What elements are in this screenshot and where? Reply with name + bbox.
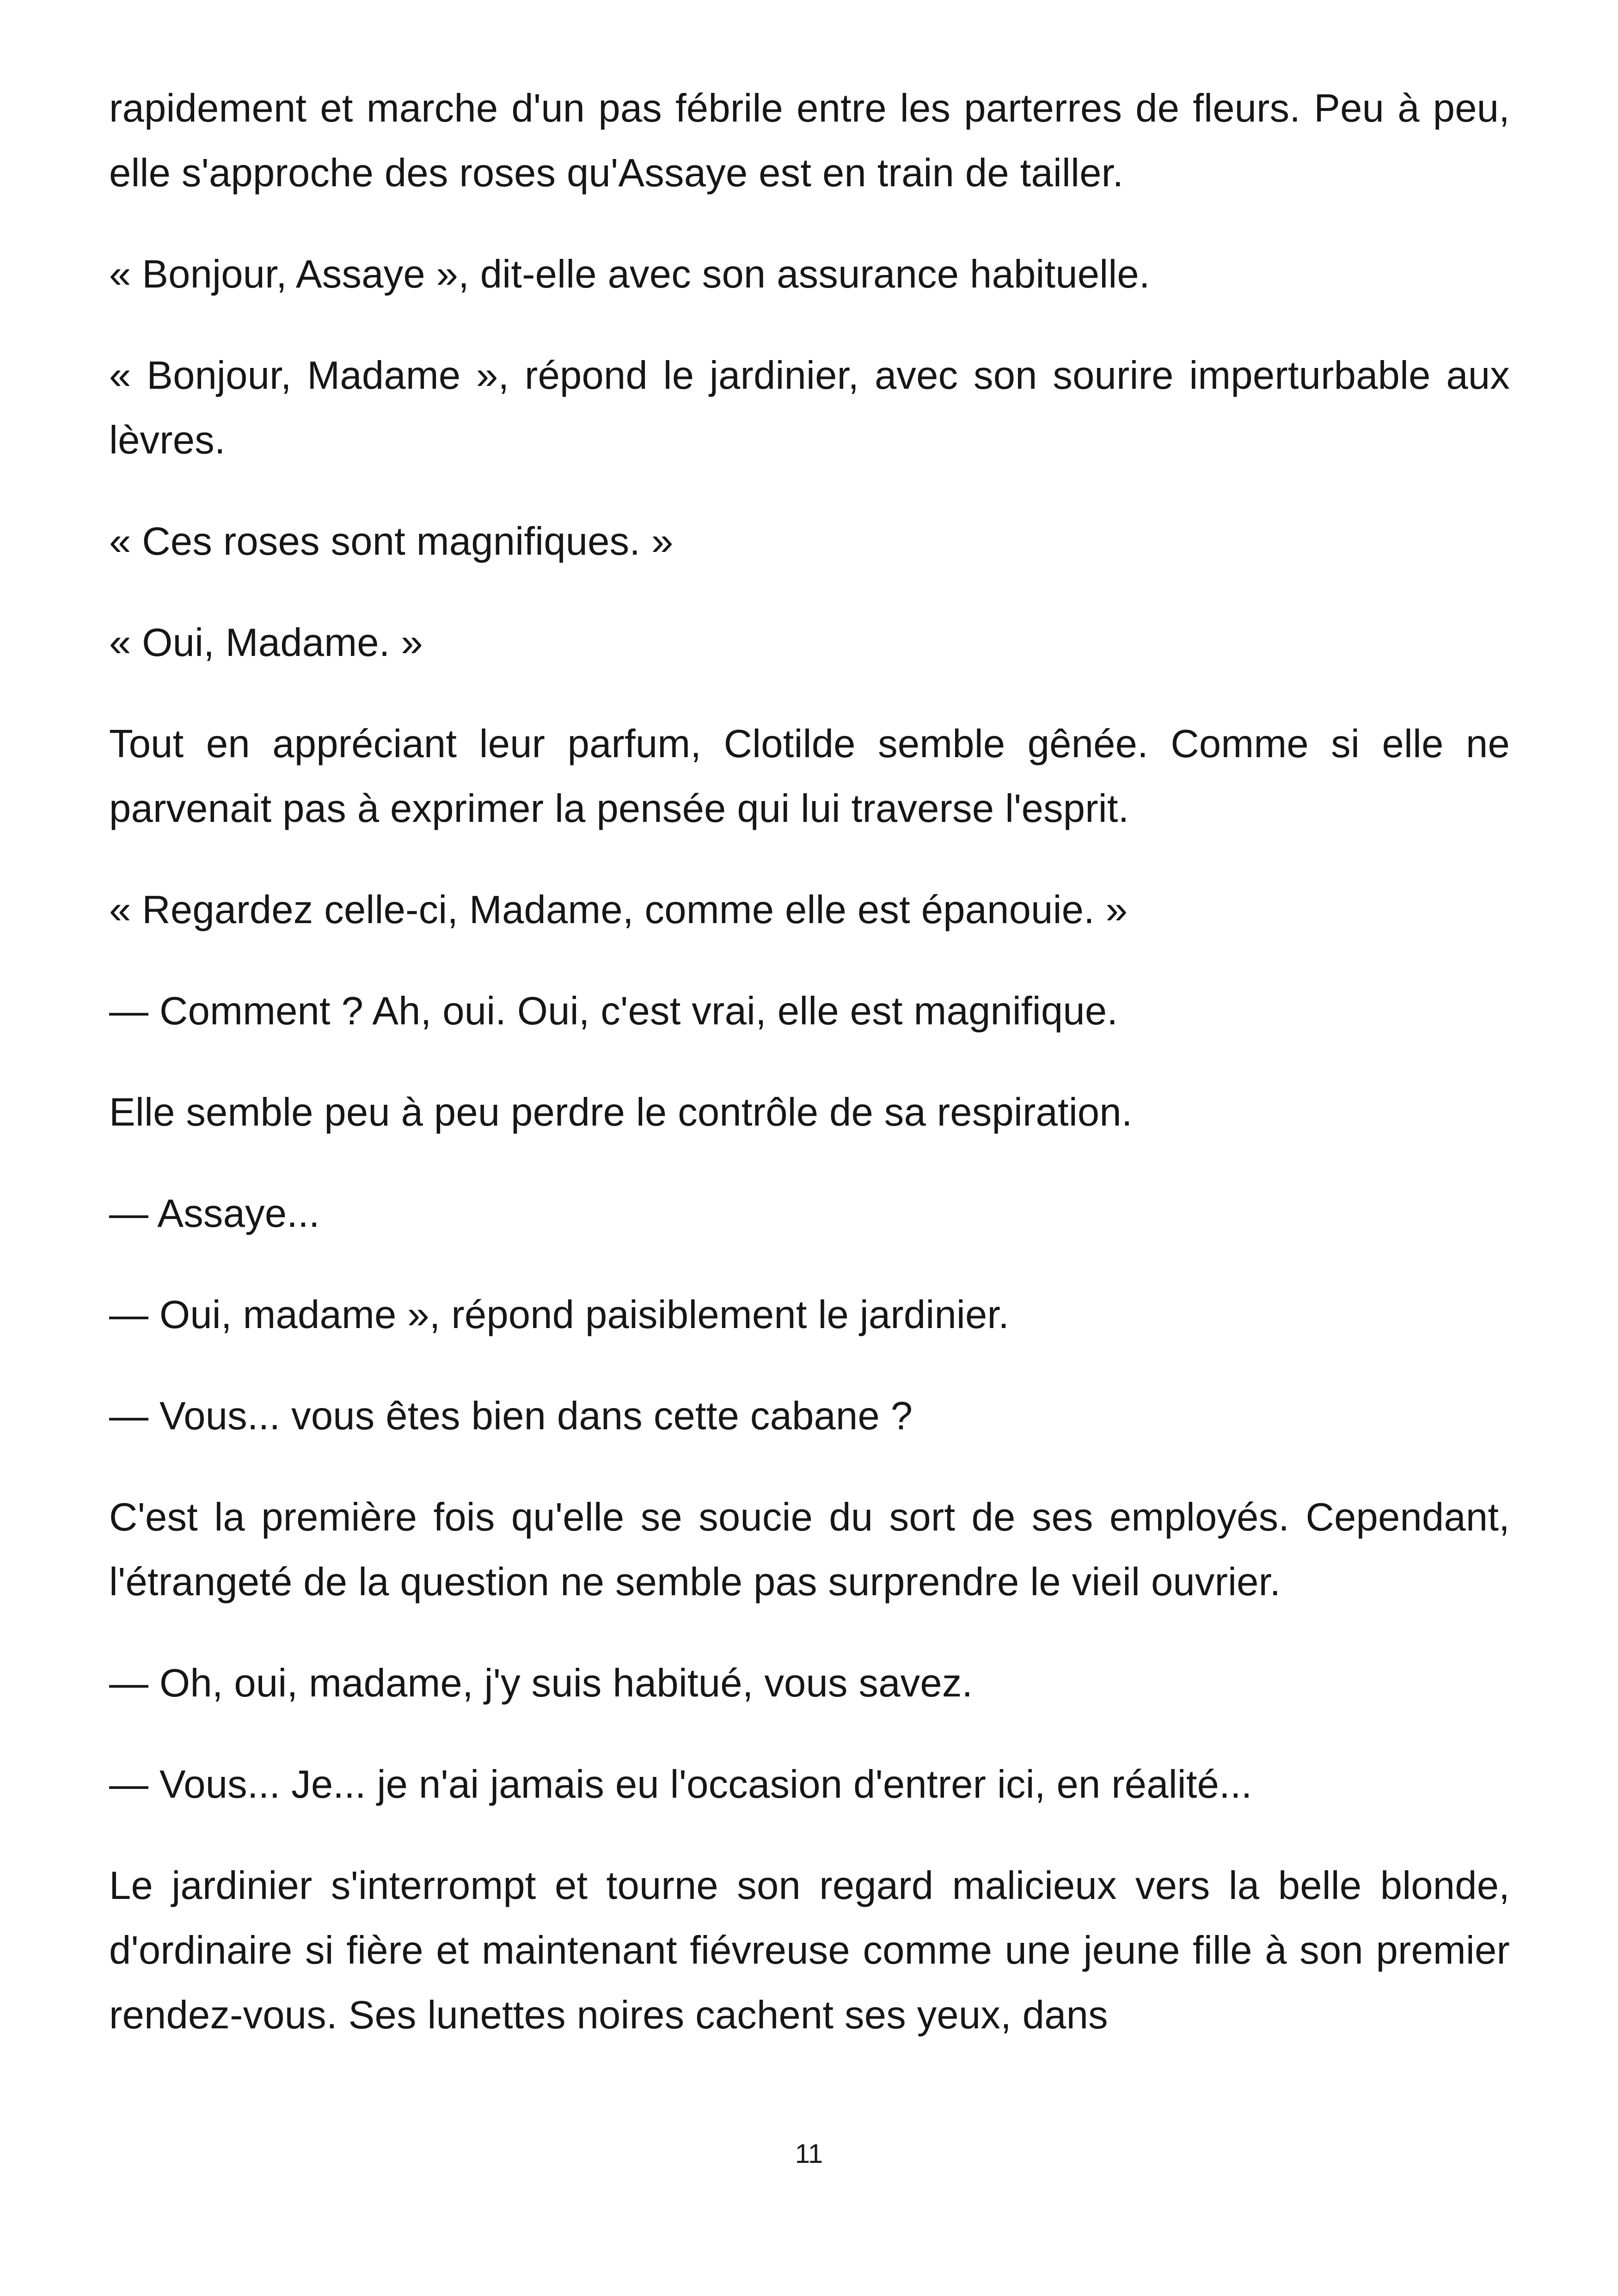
paragraph: « Ces roses sont magnifiques. » <box>109 520 674 563</box>
paragraph: Tout en appréciant leur parfum, Clotilde semble gênée. Comme si elle ne parvenait pas à exprimer la pensée qui lui traverse l'esprit. <box>109 722 1510 831</box>
paragraph: — Assaye... <box>109 1192 320 1236</box>
paragraph: — Oui, madame », répond paisiblement le jardinier. <box>109 1293 1010 1337</box>
paragraph: « Regardez celle-ci, Madame, comme elle est épanouie. » <box>109 888 1128 932</box>
paragraph: — Comment ? Ah, oui. Oui, c'est vrai, elle est magnifique. <box>109 989 1118 1033</box>
page-number: 11 <box>795 2139 823 2169</box>
paragraph: rapidement et marche d'un pas fébrile entre les parterres de fleurs. Peu à peu, elle s'approche des roses qu'Assaye est en train de tailler. <box>109 86 1510 195</box>
paragraph: C'est la première fois qu'elle se soucie du sort de ses employés. Cependant, l'étrangeté de la question ne semble pas surprendre le vieil ouvrier. <box>109 1495 1510 1604</box>
paragraph: Le jardinier s'interrompt et tourne son regard malicieux vers la belle blonde, d'ordinaire si fière et maintenant fiévreuse comme une jeune fille à son premier rendez-vous. Ses lunettes noires cachent ses yeux, dans <box>109 1864 1510 2037</box>
body-text <box>109 76 1510 2048</box>
paragraph: « Oui, Madame. » <box>109 621 423 665</box>
paragraph: Elle semble peu à peu perdre le contrôle de sa respiration. <box>109 1090 1133 1134</box>
paragraph: — Oh, oui, madame, j'y suis habitué, vous savez. <box>109 1661 973 1705</box>
paragraph: — Vous... Je... je n'ai jamais eu l'occasion d'entrer ici, en réalité... <box>109 1763 1252 1806</box>
paragraph: « Bonjour, Madame », répond le jardinier, avec son sourire imperturbable aux lèvres. <box>109 354 1510 462</box>
paragraph: « Bonjour, Assaye », dit-elle avec son assurance habituelle. <box>109 252 1150 296</box>
paragraph: — Vous... vous êtes bien dans cette cabane ? <box>109 1394 913 1438</box>
